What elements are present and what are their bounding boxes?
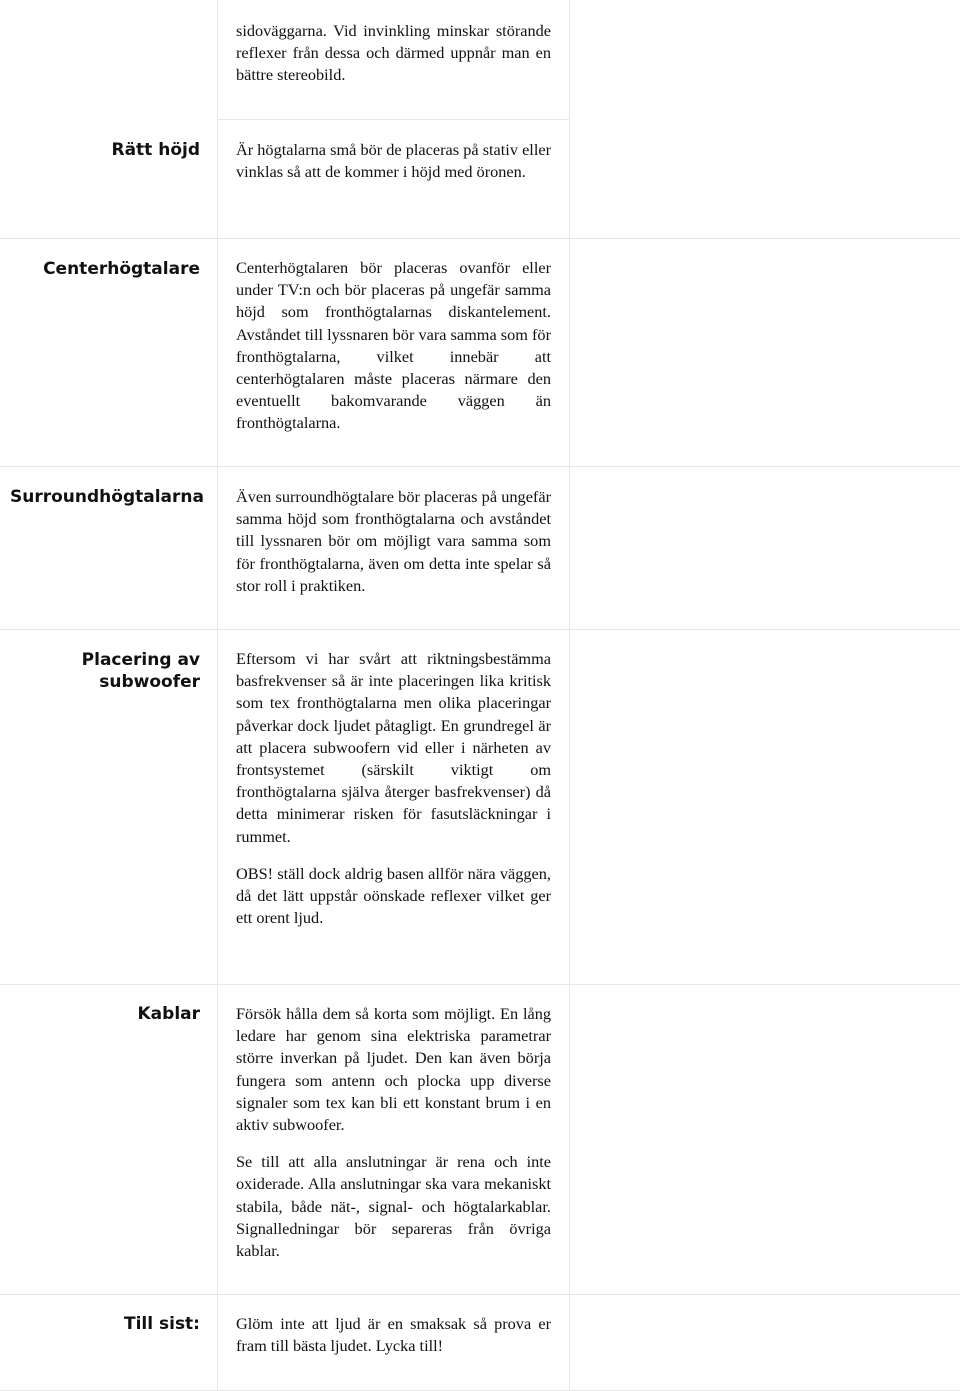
row-text — [236, 20, 551, 87]
paragraph: Försök hålla dem så korta som möjligt. En lång ledare har genom sina elektriska parametrar större inverkan på ljudet. Den kan även börja fungera som antenn och plocka upp diverse signaler som tex kan bli ett konstant brum i en aktiv subwoofer. — [236, 1004, 551, 1135]
paragraph: sidoväggarna. Vid invinkling minskar störande reflexer från dessa och därmed uppnår man en bättre stereobild. — [236, 21, 551, 85]
row-label: Kablar — [137, 1004, 200, 1024]
row-text — [236, 1313, 551, 1357]
row-text — [236, 648, 551, 929]
row-label: Surroundhögtalarna — [10, 487, 204, 507]
row-divider — [0, 629, 960, 630]
row-label: Placering av subwoofer — [81, 650, 200, 692]
column-divider-right — [569, 0, 570, 1391]
paragraph: Se till att alla anslutningar är rena och inte oxiderade. Alla anslutningar ska vara mekaniskt stabila, både nät-, signal- och högtalarkablar. Signalledningar bör separeras från övriga kablar. — [236, 1152, 551, 1261]
row-label: Centerhögtalare — [43, 259, 200, 279]
row-text — [236, 139, 551, 183]
paragraph: Även surroundhögtalare bör placeras på ungefär samma höjd som fronthögtalarna och avståndet till lyssnaren bör om möjligt vara samma som för fronthögtalarna, även om detta inte spelar så stor roll i praktiken. — [236, 487, 551, 595]
row-divider — [0, 238, 960, 239]
paragraph: Är högtalarna små bör de placeras på stativ eller vinklas så att de kommer i höjd med öronen. — [236, 140, 551, 182]
paragraph: OBS! ställ dock aldrig basen allför nära väggen, då det lätt uppstår oönskade reflexer vilket ger ett orent ljud. — [236, 863, 551, 928]
row-text — [236, 257, 551, 435]
paragraph: Glöm inte att ljud är en smaksak så prova er fram till bästa ljudet. Lycka till! — [236, 1314, 551, 1356]
column-divider-left — [217, 0, 218, 1391]
row-text — [236, 1003, 551, 1262]
row-text — [236, 486, 551, 597]
row-label: Rätt höjd — [111, 140, 200, 160]
row-divider — [0, 1294, 960, 1295]
paragraph: Centerhögtalaren bör placeras ovanför eller under TV:n och bör placeras på ungefär samma höjd som fronthögtalarnas diskantelement. Avståndet till lyssnaren bör vara samma som för fronthögtalarna, vilket innebär att centerhögtalaren måste placeras närmare den eventuellt bakomvarande väggen än fronthögtalarna. — [236, 258, 551, 433]
row-label: Till sist: — [124, 1314, 200, 1334]
paragraph: Eftersom vi har svårt att riktningsbestämma basfrekvenser så är inte placeringen lika kritisk som tex fronthögtalarna men olika placeringar påverkar dock ljudet påtagligt. En grundregel är att placera subwoofern vid eller i närheten av frontsystemet (särskilt viktigt om fronthögtalarna själva återger basfrekvenser) då detta minimerar risken för fasutsläckningar i rummet. — [236, 649, 551, 846]
row-divider — [217, 119, 570, 120]
row-divider — [0, 984, 960, 985]
row-divider — [0, 466, 960, 467]
